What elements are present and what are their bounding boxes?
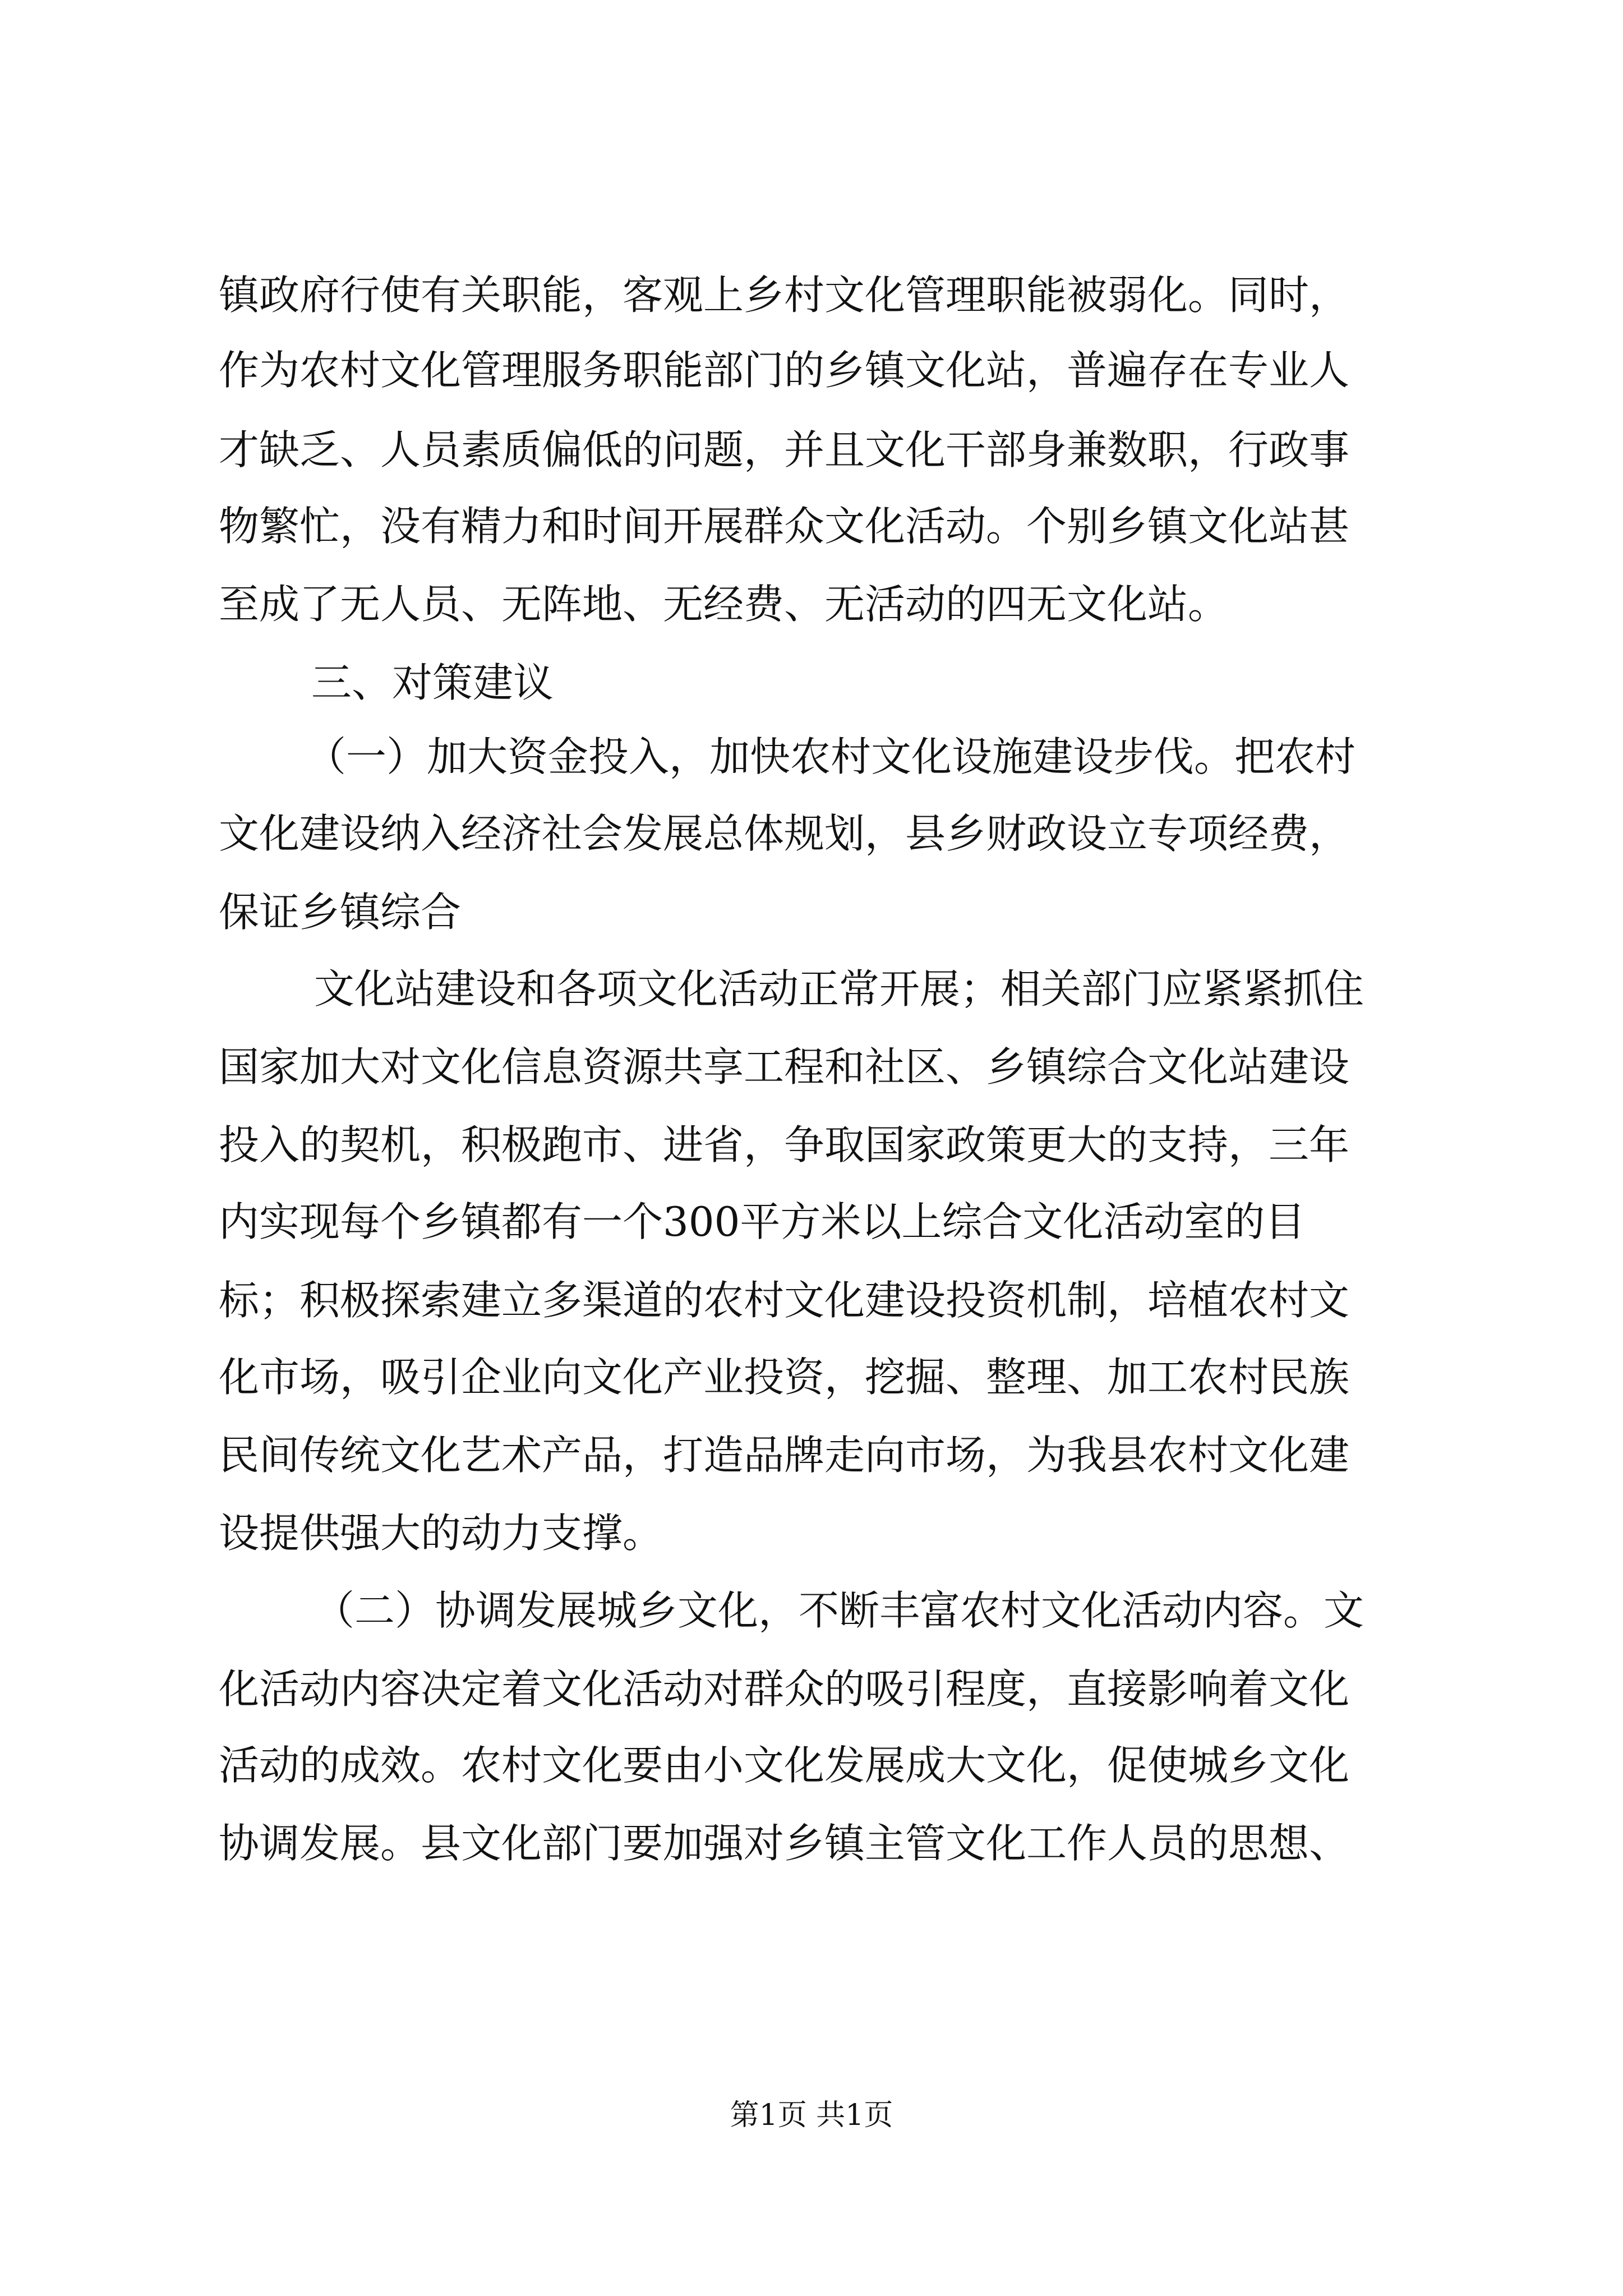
document-page: 镇政府行使有关职能，客观上乡村文化管理职能被弱化。同时， 作为农村文化管理服务职能部门的乡镇文化站，普遍存在专业人 才缺乏、人员素质偏低的问题，并且文化干部身兼数职，行政事 物繁忙，没有精力和时间开展群众文化活动。个别乡镇文化站甚 至成了无人员、无阵地、无经费、无活动的四无文化站。 三、对策建议 （一）加大资金投入，加快农村文化设施建设步伐。把农村 文化建设纳入经济社会发展总体规划，县乡财政设立专项经费， 保证乡镇综合 文化站建设和各项文化活动正常开展；相关部门应紧紧抓住 国家加大对文化信息资源共享工程和社区、乡镇综合文化站建设 投入的契机，积极跑市、进省，争取国家政策更大的支持，三年 内实现每个乡镇都有一个300平方米以上综合文化活动室的目 标；积极探索建立多渠道的农村文化建设投资机制，培植农村文 化市场，吸引企业向文化产业投资，挖掘、整理、加工农村民族 民间传统文化艺术产品，打造品牌走向市场，为我县农村文化建 设提供强大的动力支撑。 （二）协调发展城乡文化，不断丰富农村文化活动内容。文 化活动内容决定着文化活动对群众的吸引程度，直接影响着文化 活动的成效。农村文化要由小文化发展成大文化，促使城乡文化 协调发展。县文化部门要加强对乡镇主管文化工作人员的思想、 第1页 共1页 — [0, 0, 1623, 2296]
page-footer: 第1页 共1页 — [730, 2099, 893, 2132]
